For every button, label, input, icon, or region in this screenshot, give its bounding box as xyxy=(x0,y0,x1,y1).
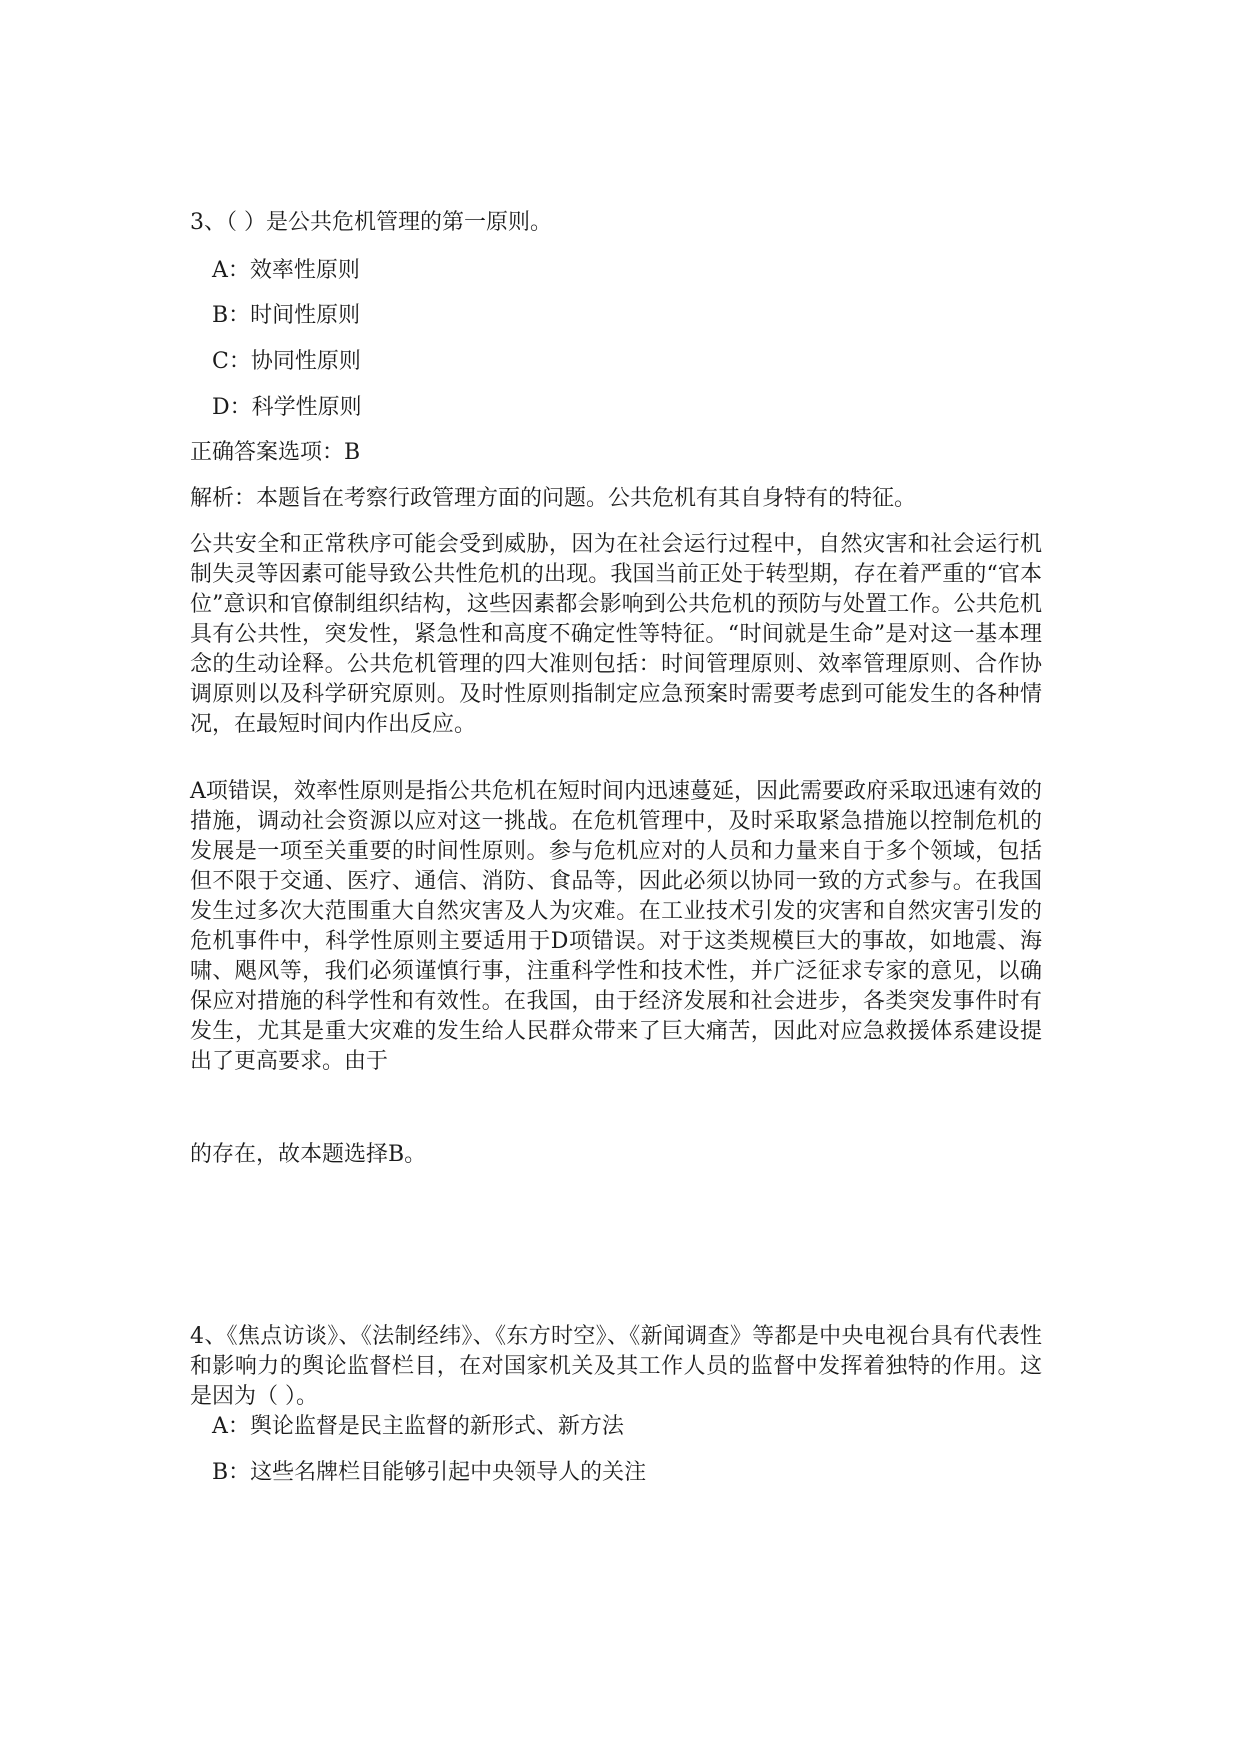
question-3-conclusion: 的存在，故本题选择B。 xyxy=(190,1142,427,1167)
question-4-option-a: A：舆论监督是民主监督的新形式、新方法 xyxy=(212,1414,624,1439)
question-3-analysis-lead: 解析：本题旨在考察行政管理方面的问题。公共危机有其自身特有的特征。 xyxy=(190,486,917,511)
question-3-option-b: B：时间性原则 xyxy=(212,303,361,328)
question-3-option-a: A：效率性原则 xyxy=(212,258,360,283)
question-3-text: 3、（ ）是公共危机管理的第一原则。 xyxy=(190,210,552,235)
question-3-analysis-paragraph-1: 公共安全和正常秩序可能会受到威胁，因为在社会运行过程中，自然灾害和社会运行机制失灵等因素可能导致公共性危机的出现。我国当前正处于转型期，存在着严重的“官本位”意识和官僚制组织结构，这些因素都会影响到公共危机的预防与处置工作。公共危机具有公共性，突发性，紧急性和高度不确定性等特征。“时间就是生命”是对这一基本理念的生动诠释。公共危机管理的四大准则包括：时间管理原则、效率管理原则、合作协调原则以及科学研究原则。及时性原则指制定应急预案时需要考虑到可能发生的各种情况，在最短时间内作出反应。 xyxy=(190,532,1042,737)
question-4-text: 4、《焦点访谈》、《法制经纬》、《东方时空》、《新闻调查》等都是中央电视台具有代表性和影响力的舆论监督栏目，在对国家机关及其工作人员的监督中发挥着独特的作用。这是因为（ ）。 xyxy=(190,1324,1042,1409)
question-3-option-d: D：科学性原则 xyxy=(212,395,362,420)
question-3-analysis-paragraph-2: A项错误，效率性原则是指公共危机在短时间内迅速蔓延，因此需要政府采取迅速有效的措施，调动社会资源以应对这一挑战。在危机管理中，及时采取紧急措施以控制危机的发展是一项至关重要的时间性原则。参与危机应对的人员和力量来自于多个领域，包括但不限于交通、医疗、通信、消防、食品等，因此必须以协同一致的方式参与。在我国发生过多次大范围重大自然灾害及人为灾难。在工业技术引发的灾害和自然灾害引发的危机事件中，科学性原则主要适用于D项错误。对于这类规模巨大的事故，如地震、海啸、飓风等，我们必须谨慎行事，注重科学性和技术性，并广泛征求专家的意见，以确保应对措施的科学性和有效性。在我国，由于经济发展和社会进步，各类突发事件时有发生，尤其是重大灾难的发生给人民群众带来了巨大痛苦，因此对应急救援体系建设提出了更高要求。由于 xyxy=(190,779,1042,1074)
question-3-option-c: C：协同性原则 xyxy=(212,349,361,374)
question-3-answer: 正确答案选项：B xyxy=(190,440,361,465)
question-4-option-b: B：这些名牌栏目能够引起中央领导人的关注 xyxy=(212,1460,647,1485)
